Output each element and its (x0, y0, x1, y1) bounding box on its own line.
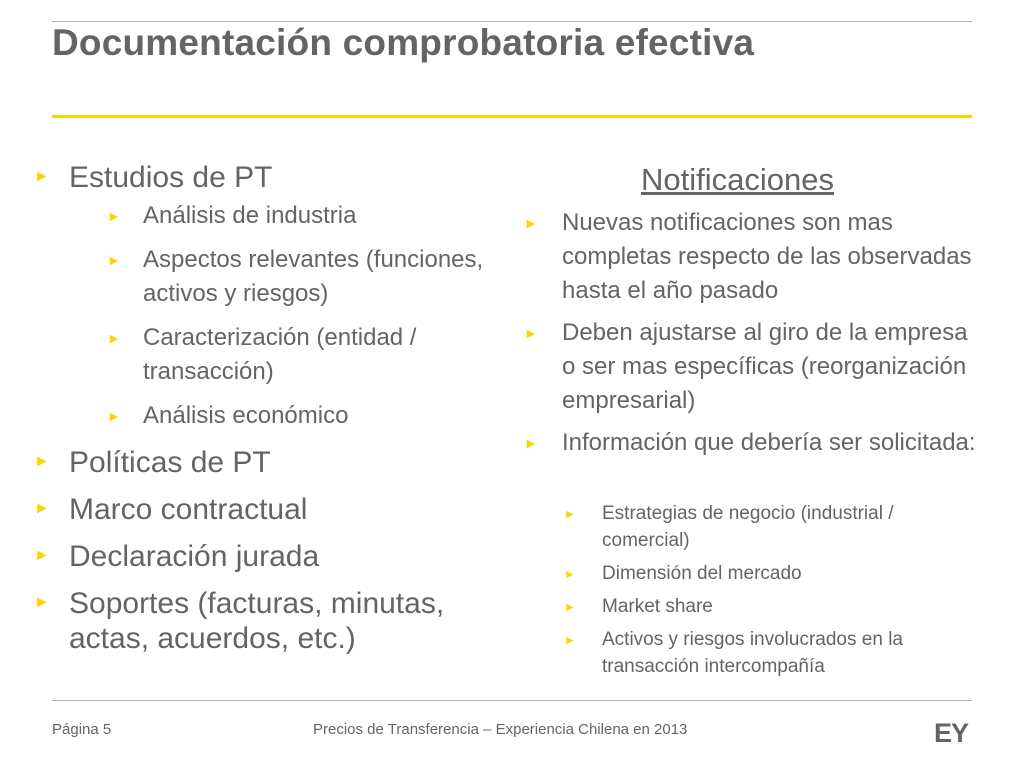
list-item (34, 492, 504, 527)
slide-title: Documentación comprobatoria efectiva (52, 22, 755, 63)
sub-list-item-label: Activos y riesgos involucrados en la transacción intercompañía (602, 629, 903, 677)
sub-list-item (69, 321, 504, 389)
list-item (34, 445, 504, 480)
list-item-label: Soportes (facturas, minutas, actas, acuerdos, etc.) (69, 587, 445, 655)
sub-list-item (520, 560, 980, 587)
bullet-arrow-icon: ► (107, 408, 121, 424)
footer-divider (52, 700, 972, 701)
sub-list-item-label: Market share (602, 596, 713, 617)
right-bullet-list (520, 206, 980, 468)
left-bullet-list (34, 160, 504, 668)
list-item (34, 160, 504, 433)
sub-list-item (69, 399, 504, 433)
sub-list-item (520, 500, 980, 554)
bullet-arrow-icon: ► (524, 215, 538, 231)
sub-list-item (69, 243, 504, 311)
title-accent-underline (52, 115, 972, 118)
list-item (520, 316, 980, 418)
bullet-arrow-icon: ► (34, 453, 50, 470)
right-sub-bullet-list (520, 500, 980, 686)
ey-logo-icon: EY (934, 718, 969, 748)
sub-list-item-label: Análisis económico (143, 402, 349, 429)
bullet-arrow-icon: ► (107, 330, 121, 346)
bullet-arrow-icon: ► (564, 507, 576, 521)
list-item-label: Declaración jurada (69, 540, 320, 573)
list-item (34, 539, 504, 574)
page-number: Página 5 (52, 721, 112, 738)
list-item (520, 206, 980, 308)
list-item (520, 426, 980, 460)
sub-list-item-label: Análisis de industria (143, 202, 357, 229)
list-item (34, 586, 504, 656)
list-item-label: Nuevas notificaciones son mas completas respecto de las observadas hasta el año pasado (562, 209, 972, 304)
bullet-arrow-icon: ► (107, 208, 121, 224)
notifications-heading: Notificaciones (641, 162, 834, 197)
bullet-arrow-icon: ► (564, 600, 576, 614)
sub-bullet-list (69, 199, 504, 433)
sub-list-item-label: Aspectos relevantes (funciones, activos y riesgos) (143, 246, 484, 307)
bullet-arrow-icon: ► (564, 567, 576, 581)
sub-list-item (520, 626, 980, 680)
bullet-arrow-icon: ► (34, 168, 50, 185)
sub-list-item-label: Dimensión del mercado (602, 563, 802, 584)
sub-list-item-label: Caracterización (entidad / transacción) (143, 324, 417, 385)
list-item-label: Estudios de PT (69, 161, 273, 194)
sub-list-item-label: Estrategias de negocio (industrial / comercial) (602, 503, 894, 551)
bullet-arrow-icon: ► (524, 325, 538, 341)
bullet-arrow-icon: ► (107, 252, 121, 268)
bullet-arrow-icon: ► (34, 500, 50, 517)
list-item-label: Deben ajustarse al giro de la empresa o ser mas específicas (reorganización empresarial) (562, 319, 968, 414)
list-item-label: Marco contractual (69, 493, 308, 526)
footer-title: Precios de Transferencia – Experiencia Chilena en 2013 (313, 721, 688, 738)
sub-list-item (520, 593, 980, 620)
list-item-label: Políticas de PT (69, 446, 271, 479)
list-item-label: Información que debería ser solicitada: (562, 429, 976, 456)
bullet-arrow-icon: ► (564, 633, 576, 647)
bullet-arrow-icon: ► (34, 547, 50, 564)
sub-list-item (69, 199, 504, 233)
bullet-arrow-icon: ► (34, 594, 50, 611)
bullet-arrow-icon: ► (524, 435, 538, 451)
